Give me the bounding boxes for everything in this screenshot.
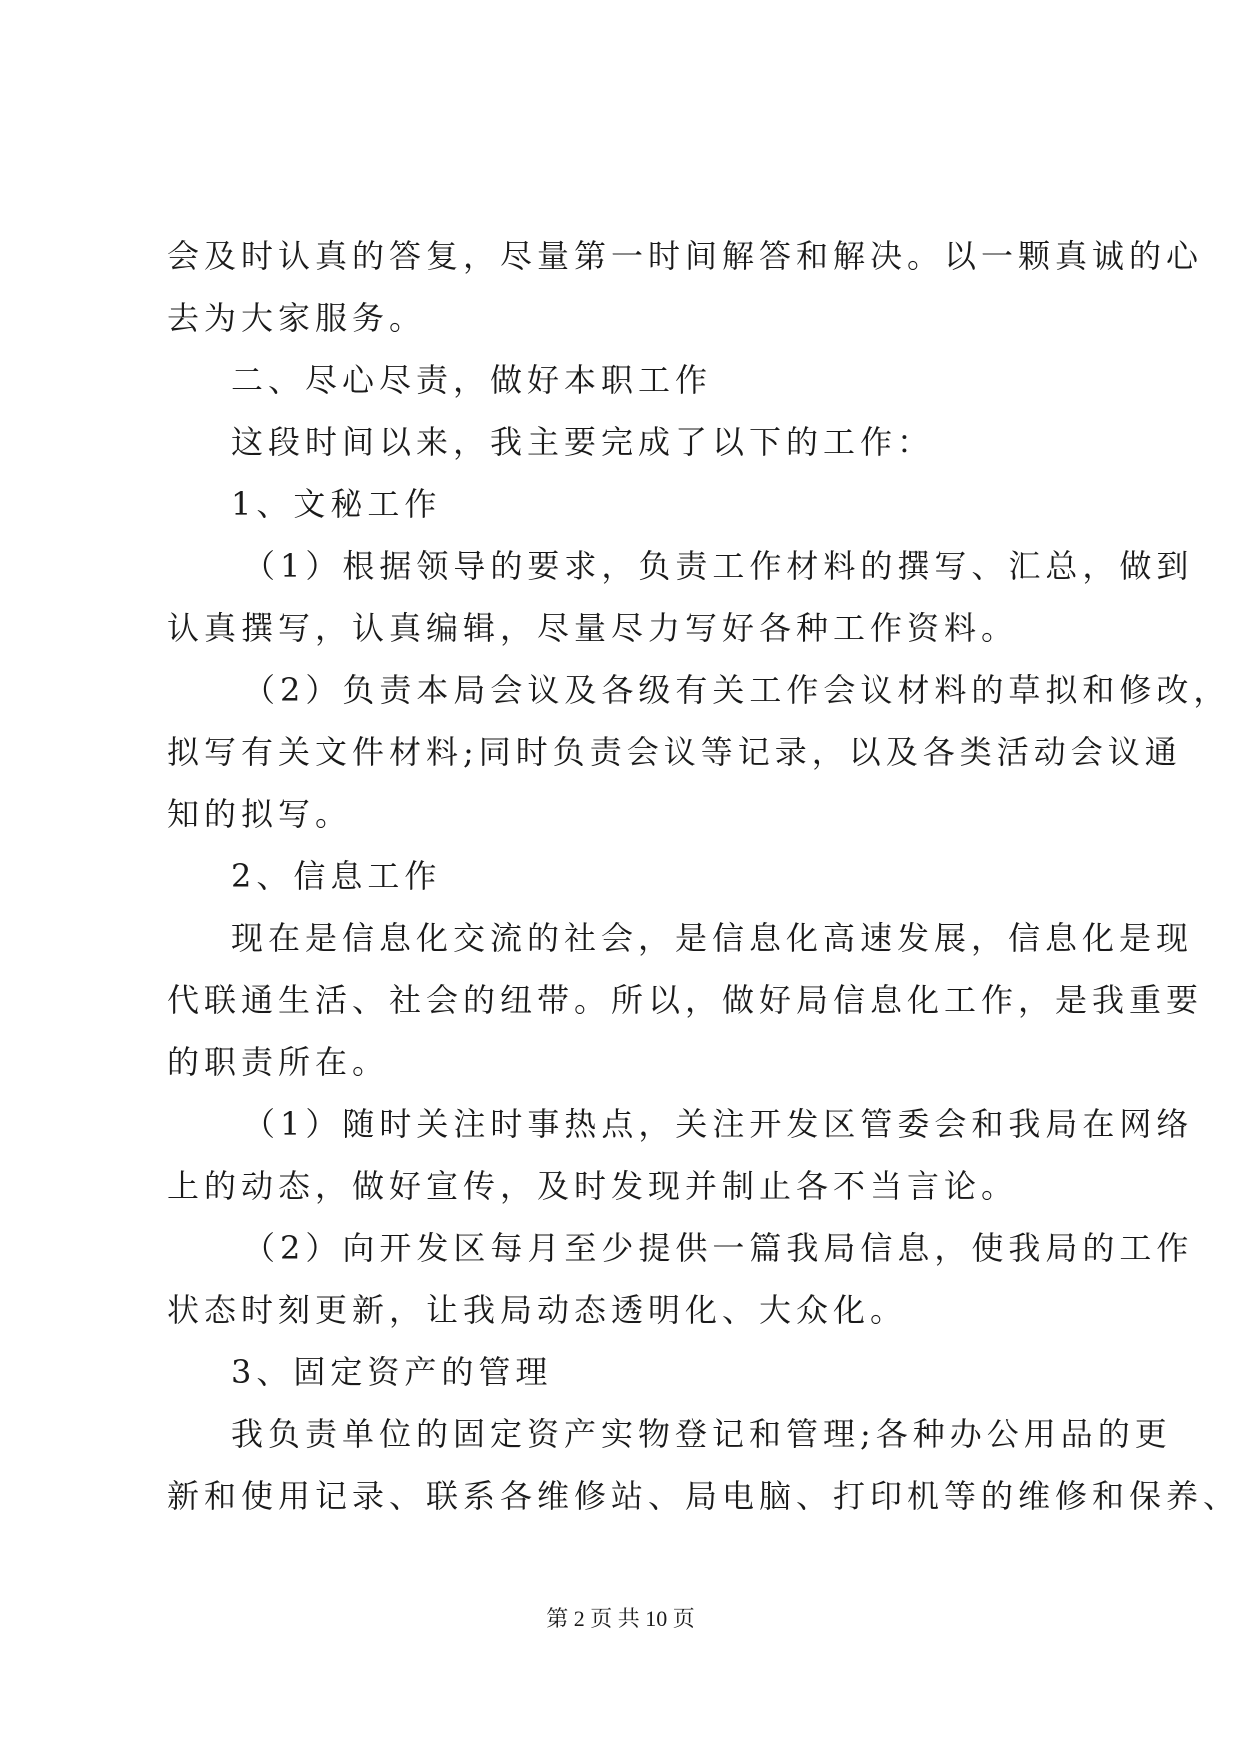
body-line: 的职责所在。 [167, 1043, 390, 1081]
body-line: 代联通生活、社会的纽带。所以，做好局信息化工作，是我重要 [167, 981, 1204, 1019]
body-line: 我负责单位的固定资产实物登记和管理;各种办公用品的更 [231, 1415, 1172, 1453]
body-line: （1）根据领导的要求，负责工作材料的撰写、汇总，做到 [243, 547, 1194, 585]
document-body [167, 225, 1241, 1527]
subsection-heading: 1、文秘工作 [231, 485, 442, 523]
section-heading: 二、尽心尽责，做好本职工作 [231, 361, 713, 399]
body-line: 会及时认真的答复，尽量第一时间解答和解决。以一颗真诚的心 [167, 237, 1204, 275]
body-line: 这段时间以来，我主要完成了以下的工作： [231, 423, 935, 461]
body-line: 认真撰写，认真编辑，尽量尽力写好各种工作资料。 [167, 609, 1019, 647]
page-number-label: 第 2 页 共 10 页 [546, 1606, 695, 1631]
page-footer [0, 1604, 1241, 1634]
subsection-heading: 2、信息工作 [231, 857, 442, 895]
subsection-heading: 3、固定资产的管理 [231, 1353, 553, 1391]
body-line: 现在是信息化交流的社会，是信息化高速发展，信息化是现 [231, 919, 1194, 957]
body-line: 拟写有关文件材料;同时负责会议等记录，以及各类活动会议通 [167, 733, 1182, 771]
body-line: 上的动态，做好宣传，及时发现并制止各不当言论。 [167, 1167, 1019, 1205]
body-line: 知的拟写。 [167, 795, 353, 833]
body-line: 新和使用记录、联系各维修站、局电脑、打印机等的维修和保养、 [167, 1477, 1241, 1515]
body-line: 状态时刻更新，让我局动态透明化、大众化。 [167, 1291, 908, 1329]
body-line: （1）随时关注时事热点，关注开发区管委会和我局在网络 [243, 1105, 1194, 1143]
body-line: 去为大家服务。 [167, 299, 427, 337]
body-line: （2）负责本局会议及各级有关工作会议材料的草拟和修改， [243, 671, 1231, 709]
body-line: （2）向开发区每月至少提供一篇我局信息，使我局的工作 [243, 1229, 1194, 1267]
